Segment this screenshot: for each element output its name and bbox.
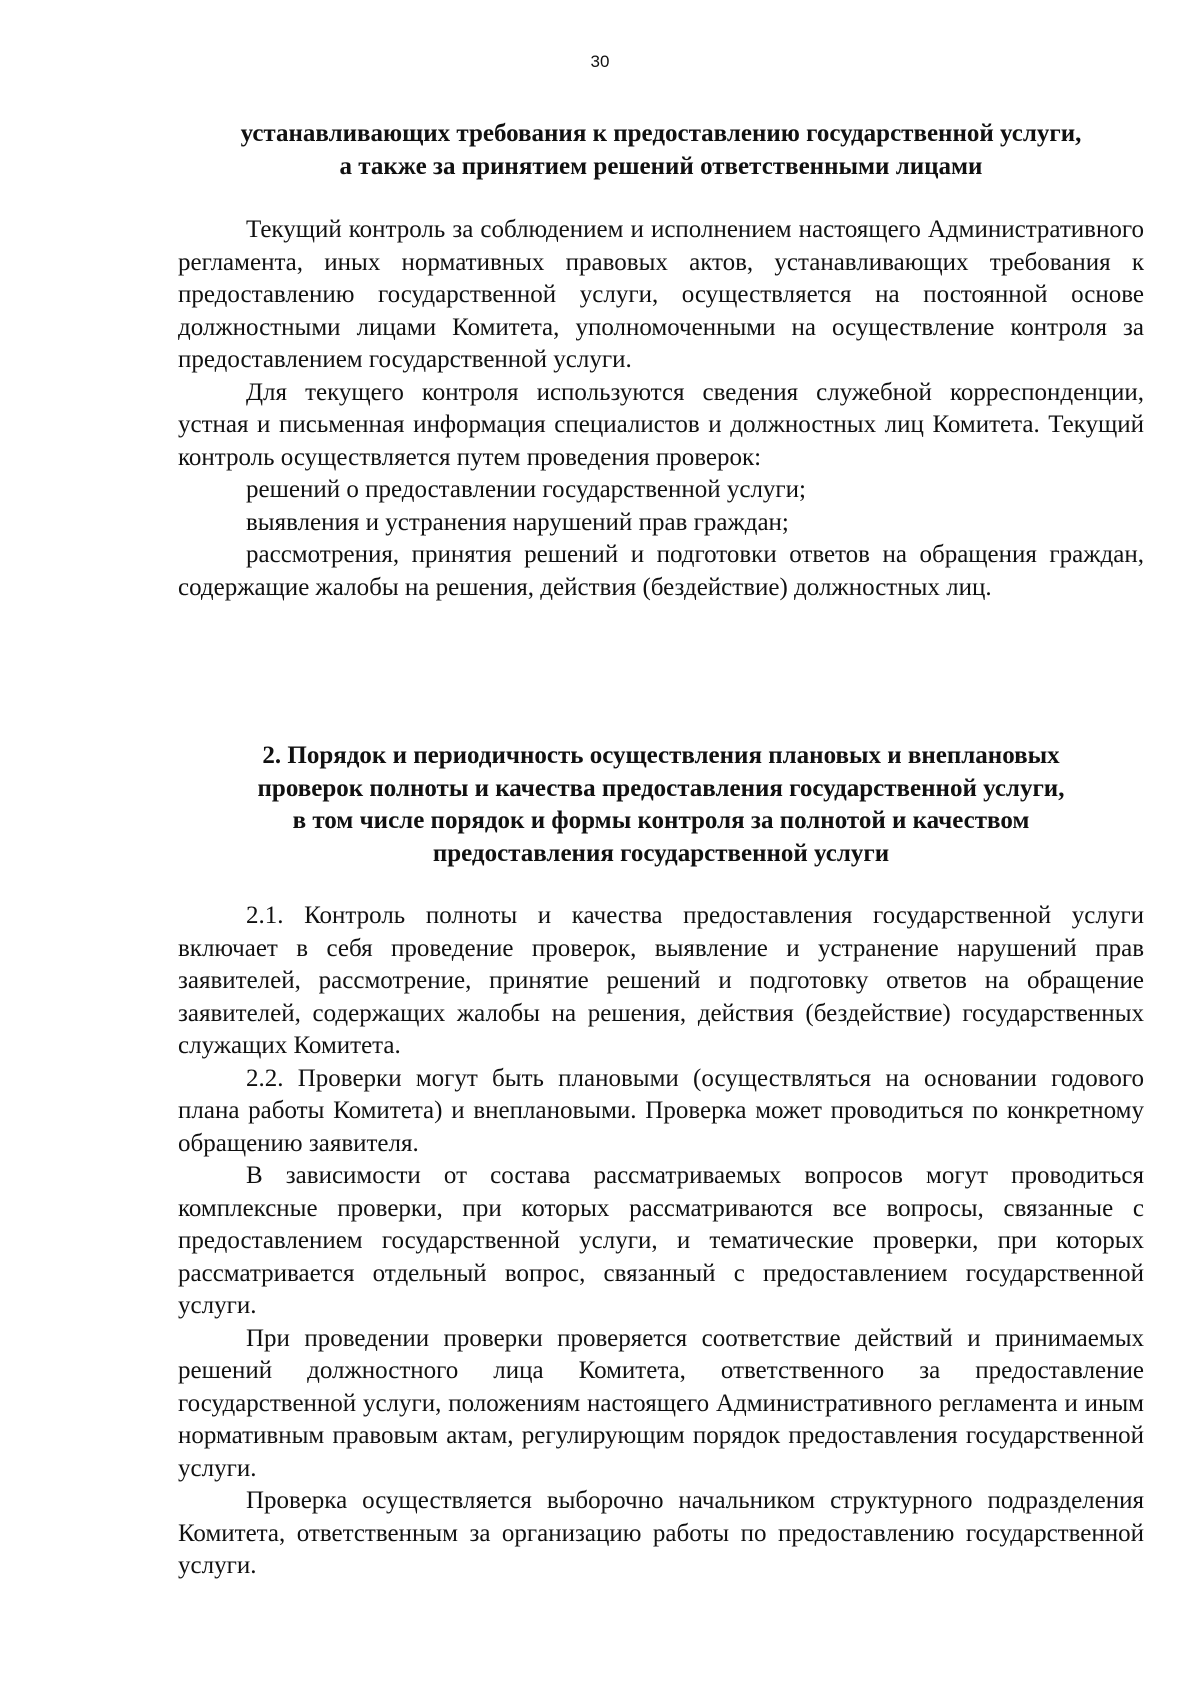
page-number: 30 (590, 52, 610, 71)
section-heading-continuation (178, 118, 1144, 183)
paragraph: решений о предоставлении государственной услуги; (246, 476, 806, 503)
paragraph: рассмотрения, принятия решений и подготовки ответов на обращения граждан, содержащие жалобы на решения, действия (бездействие) должностных лиц. (178, 541, 1144, 601)
paragraph: 2.1. Контроль полноты и качества предоставления государственной услуги включает в себя проведение проверок, выявление и устранение нарушений прав заявителей, рассмотрение, принятие решений и подготовку ответов на обращение заявителей, содержащих жалобы на решения, действия (бездействие) государственных служащих Комитета. (178, 902, 1144, 1059)
section-heading-2 (172, 740, 1150, 870)
text-block-current-control (178, 214, 1144, 604)
text-block-quality-control (178, 900, 1144, 1583)
paragraph: Для текущего контроля используются сведения служебной корреспонденции, устная и письменная информация специалистов и должностных лиц Комитета. Текущий контроль осуществляется путем проведения проверок: (178, 378, 1144, 471)
paragraph: В зависимости от состава рассматриваемых вопросов могут проводиться комплексные проверки, при которых рассматриваются все вопросы, связанные с предоставлением государственной услуги, и тематические проверки, при которых рассматривается отдельный вопрос, связанный с предоставлением государственной услуги. (178, 1162, 1144, 1319)
heading-line: проверок полноты и качества предоставления государственной услуги, (257, 774, 1065, 802)
heading-line: устанавливающих требования к предоставлению государственной услуги, (240, 120, 1082, 147)
heading-line: а также за принятием решений ответственными лицами (339, 152, 983, 180)
heading-line: в том числе порядок и формы контроля за полнотой и качеством (292, 807, 1030, 834)
heading-line: предоставления государственной услуги (432, 839, 890, 867)
paragraph: 2.2. Проверки могут быть плановыми (осуществляться на основании годового плана работы Комитета) и внеплановыми. Проверка может проводиться по конкретному обращению заявителя. (178, 1064, 1144, 1157)
paragraph: выявления и устранения нарушений прав граждан; (246, 508, 789, 536)
heading-line: 2. Порядок и периодичность осуществления плановых и внеплановых (262, 742, 1060, 769)
paragraph: При проведении проверки проверяется соответствие действий и принимаемых решений должностного лица Комитета, ответственного за предоставление государственной услуги, положениям настоящего Административного регламента и иным нормативным правовым актам, регулирующим порядок предоставления государственной услуги. (178, 1324, 1144, 1482)
paragraph: Проверка осуществляется выборочно начальником структурного подразделения Комитета, ответственным за организацию работы по предоставлению государственной услуги. (178, 1487, 1144, 1579)
paragraph: Текущий контроль за соблюдением и исполнением настоящего Административного регламента, иных нормативных правовых актов, устанавливающих требования к предоставлению государственной услуги, осуществляется на постоянной основе должностными лицами Комитета, уполномоченными на осуществление контроля за предоставлением государственной услуги. (178, 216, 1144, 373)
